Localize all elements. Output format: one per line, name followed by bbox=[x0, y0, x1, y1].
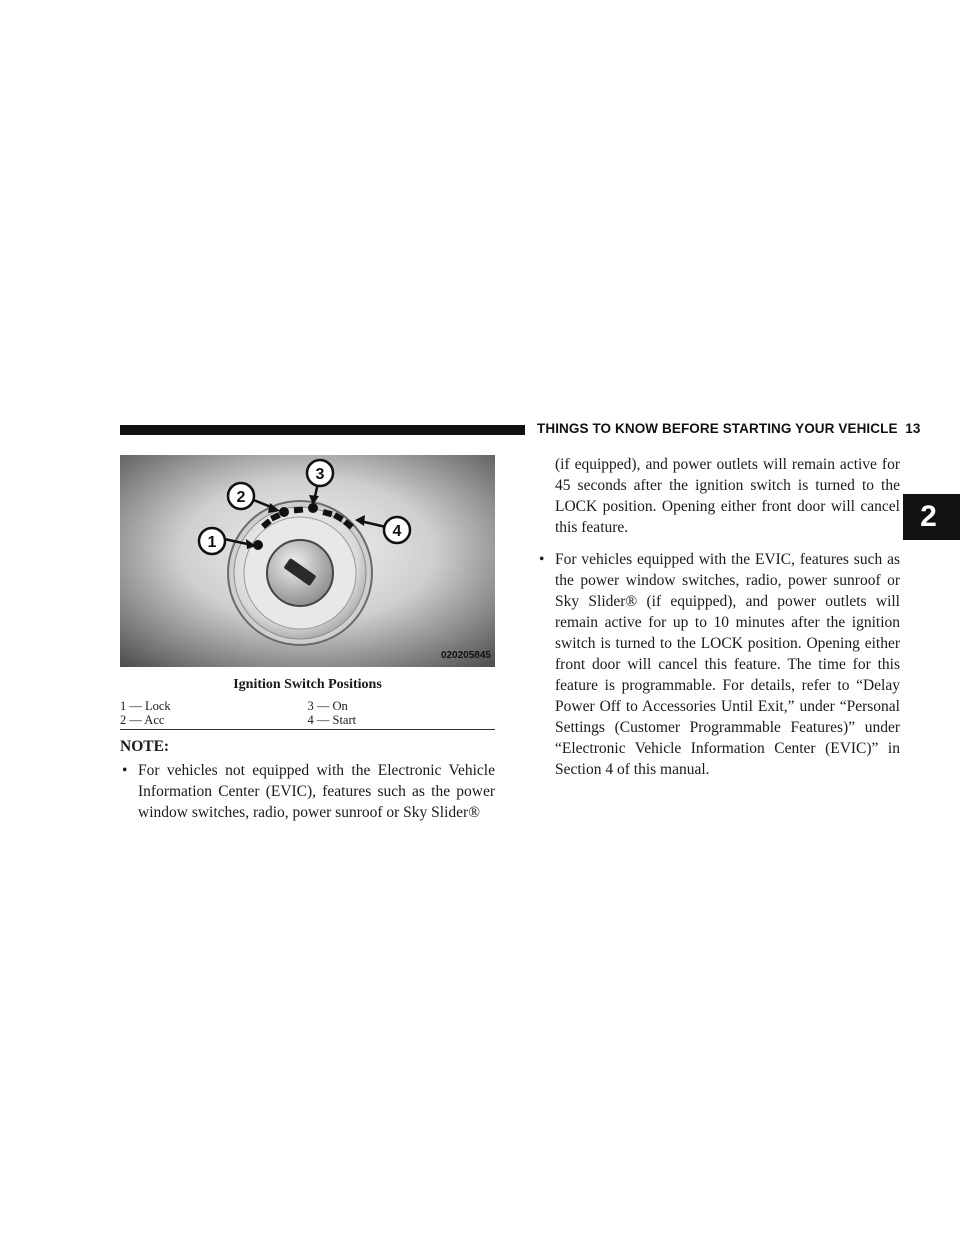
ignition-switch-figure bbox=[120, 455, 495, 667]
section-title: THINGS TO KNOW BEFORE STARTING YOUR VEHICLE bbox=[537, 421, 898, 436]
bullet-2-text: For vehicles equipped with the EVIC, features such as the power window switches, radio, power sunroof or Sky Slider® (if equipped), and power outlets will remain active for up to 10 minutes after the ignition switch is turned to the LOCK position. Opening either front door will cancel this feature. The time for this feature is programmable. For details, refer to “Delay Power Off to Accessories Until Exit,” under “Personal Settings (Customer Programmable Features)” under “Electronic Vehicle Information Center (EVIC)” in Section 4 of this manual. bbox=[555, 551, 900, 778]
legend-item-acc: 2 — Acc bbox=[120, 713, 165, 727]
note-bullet-1-continued bbox=[537, 454, 900, 538]
bullet-symbol: • bbox=[539, 551, 545, 568]
callout-3-label: 3 bbox=[315, 466, 325, 483]
figure-code: 020205845 bbox=[440, 650, 491, 661]
legend-row bbox=[120, 699, 495, 713]
callout-4-label: 4 bbox=[392, 523, 402, 540]
callout-4 bbox=[384, 517, 410, 543]
figure-legend bbox=[120, 699, 495, 727]
legend-item-lock: 1 — Lock bbox=[120, 699, 171, 713]
bullet-1-continued-text: (if equipped), and power outlets will remain active for 45 seconds after the ignition switch is turned to the LOCK position. Opening either front door will cancel this feature. bbox=[555, 456, 900, 536]
bullet-symbol: • bbox=[122, 762, 128, 779]
legend-item-on: 3 — On bbox=[307, 699, 348, 713]
left-column bbox=[120, 760, 495, 823]
figure-caption: Ignition Switch Positions bbox=[233, 677, 382, 692]
page-number: 13 bbox=[905, 421, 921, 436]
chapter-tab: 2 bbox=[903, 494, 960, 540]
note-bullet-2 bbox=[537, 549, 900, 780]
callout-1 bbox=[199, 528, 225, 554]
running-header bbox=[537, 421, 921, 436]
callout-1-label: 1 bbox=[207, 534, 217, 551]
callout-2-label: 2 bbox=[236, 489, 246, 506]
legend-row bbox=[120, 713, 495, 727]
callout-2 bbox=[228, 483, 254, 509]
header-rule bbox=[120, 425, 525, 435]
callout-3 bbox=[307, 460, 333, 486]
note-title: NOTE: bbox=[120, 738, 170, 755]
bullet-1-text: For vehicles not equipped with the Electronic Vehicle Information Center (EVIC), features such as the power window switches, radio, power sunroof or Sky Slider® bbox=[138, 762, 495, 821]
legend-item-start: 4 — Start bbox=[307, 713, 357, 727]
note-bullet-1 bbox=[120, 760, 495, 823]
right-column bbox=[537, 454, 900, 780]
ignition-switch-illustration bbox=[120, 455, 495, 667]
legend-divider bbox=[120, 729, 495, 730]
